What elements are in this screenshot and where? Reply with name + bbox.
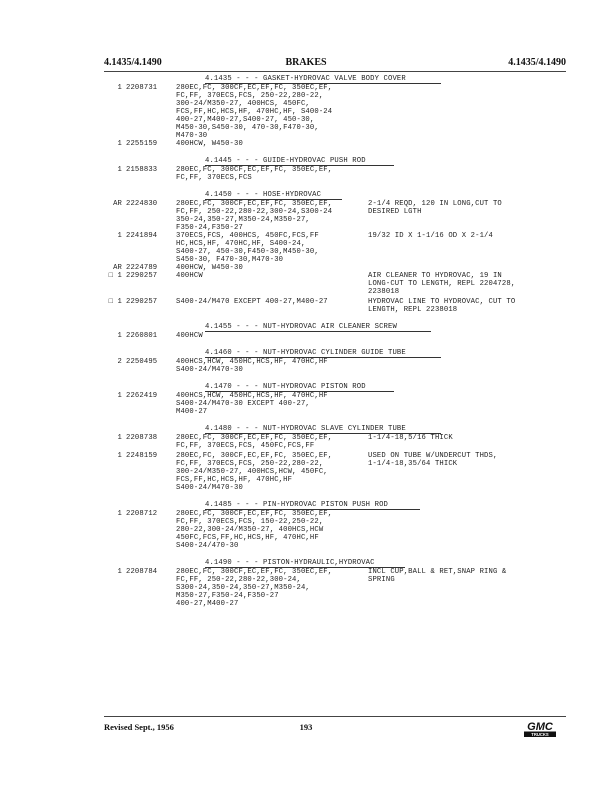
- logo-text: GMC: [527, 721, 553, 733]
- model-list: M400-27: [176, 408, 208, 416]
- section-title: 4.1435 - - - GASKET-HYDROVAC VALVE BODY COVER: [205, 75, 406, 83]
- model-list: S400-24/470-30: [176, 542, 239, 550]
- quantity: 1: [117, 232, 122, 240]
- model-list: 280EC,FC, 300CF,EC,EF,FC, 350EC,EF,: [176, 510, 333, 518]
- part-number: 2158833: [126, 166, 158, 174]
- model-list: 400-27,M400-27: [176, 600, 239, 608]
- part-number: 2250495: [126, 358, 158, 366]
- part-description: 19/32 ID X 1-1/16 OD X 2-1/4: [368, 232, 493, 240]
- section-title: 4.1480 - - - NUT-HYDROVAC SLAVE CYLINDER TUBE: [205, 425, 406, 433]
- model-list: M470-30: [176, 132, 208, 140]
- part-number: 2224789: [126, 264, 158, 272]
- model-list: 450FC,FCS,FF,HC,HCS,HF, 470HC,HF: [176, 534, 319, 542]
- model-list: S400-27, 450-30,F450-30,M450-30,: [176, 248, 319, 256]
- part-number: 2208712: [126, 510, 158, 518]
- model-list: 400-27,M400-27,S400-27, 450-30,: [176, 116, 315, 124]
- model-list: S400-24/M470-30: [176, 366, 243, 374]
- quantity: 2: [117, 358, 122, 366]
- model-list: S400-24/M470-30: [176, 484, 243, 492]
- section-title: 4.1455 - - - NUT-HYDROVAC AIR CLEANER SCREW: [205, 323, 397, 331]
- part-number: 2290257: [126, 272, 158, 280]
- part-description: INCL CUP,BALL & RET,SNAP RING &: [368, 568, 507, 576]
- model-list: FC,FF, 250-22,280-22,300-24,: [176, 576, 301, 584]
- part-number: 2224830: [126, 200, 158, 208]
- quantity: 1: [117, 510, 122, 518]
- part-number: 2255159: [126, 140, 158, 148]
- section-title: 4.1490 - - - PISTON-HYDRAULIC,HYDROVAC: [205, 559, 375, 567]
- part-description: 2-1/4 REQD, 120 IN LONG,CUT TO: [368, 200, 502, 208]
- model-list: 280EC,FC, 300CF,EC,EF,FC, 350EC,EF,: [176, 568, 333, 576]
- part-number: 2260801: [126, 332, 158, 340]
- part-description: 2238018: [368, 288, 400, 296]
- model-list: 400HCW, W450-30: [176, 140, 243, 148]
- model-list: 370ECS,FCS, 400HCS, 450FC,FCS,FF: [176, 232, 319, 240]
- model-list: FC,FF, 370ECS,FCS, 450FC,FCS,FF: [176, 442, 315, 450]
- revised-date: Revised Sept., 1956: [104, 722, 174, 732]
- part-number: 2208738: [126, 434, 158, 442]
- model-list: S300-24,350-24,350-27,M350-24,: [176, 584, 310, 592]
- model-list: S400-24/M470 EXCEPT 400-27,M400-27: [176, 298, 328, 306]
- model-list: 280EC,FC, 300CF,EC,EF,FC, 350EC,EF,: [176, 452, 333, 460]
- part-description: LENGTH, REPL 2238018: [368, 306, 458, 314]
- model-list: 280EC,FC, 300CF,EC,EF,FC, 350EC,EF,: [176, 166, 333, 174]
- model-list: F350-24,F350-27: [176, 224, 243, 232]
- model-list: 300-24/M350-27, 400HCS, 450FC,: [176, 100, 310, 108]
- section-title: 4.1470 - - - NUT-HYDROVAC PISTON ROD: [205, 383, 366, 391]
- model-list: 350-24,350-27,M350-24,M350-27,: [176, 216, 310, 224]
- gmc-trucks-logo: [522, 719, 558, 739]
- model-list: 280EC,FC, 300CF,EC,EF,FC, 350EC,EF,: [176, 84, 333, 92]
- model-list: 280-22,300-24/M350-27, 400HCS,HCW: [176, 526, 324, 534]
- part-description: 1-1/4-18,5/16 THICK: [368, 434, 453, 442]
- part-description: USED ON TUBE W/UNDERCUT THDS,: [368, 452, 498, 460]
- footer-rule: [104, 716, 566, 717]
- quantity: 1: [117, 452, 122, 460]
- section-title: 4.1485 - - - PIN-HYDROVAC PISTON PUSH ROD: [205, 501, 388, 509]
- page-header-title: BRAKES: [285, 57, 327, 68]
- quantity: AR: [113, 200, 122, 208]
- page-number: 193: [299, 722, 313, 732]
- model-list: 400HCW: [176, 272, 203, 280]
- model-list: 300-24/M350-27, 400HCS,HCW, 450FC,: [176, 468, 328, 476]
- model-list: FC,FF, 370ECS,FCS, 250-22,280-22,: [176, 92, 324, 100]
- quantity: □ 1: [108, 272, 122, 280]
- part-description: 1-1/4-18,35/64 THICK: [368, 460, 458, 468]
- logo-subtext: TRUCKS: [531, 732, 549, 737]
- part-number: 2241894: [126, 232, 158, 240]
- quantity: AR: [113, 264, 122, 272]
- part-number: 2248159: [126, 452, 158, 460]
- model-list: FC,FF, 250-22,280-22,300-24,S300-24: [176, 208, 333, 216]
- model-list: FCS,FF,HC,HCS,HF, 470HC,HF: [176, 476, 293, 484]
- part-number: 2290257: [126, 298, 158, 306]
- quantity: 1: [117, 166, 122, 174]
- model-list: FC,FF, 370ECS,FCS, 250-22,280-22,: [176, 460, 324, 468]
- model-list: 400HCW: [176, 332, 203, 340]
- model-list: M350-27,F350-24,F350-27: [176, 592, 279, 600]
- quantity: 1: [117, 140, 122, 148]
- part-description: SPRING: [368, 576, 395, 584]
- quantity: 1: [117, 434, 122, 442]
- model-list: S400-24/M470-30 EXCEPT 400-27,: [176, 400, 310, 408]
- model-list: FCS,FF,HC,HCS,HF, 470HC,HF, S400-24: [176, 108, 333, 116]
- page-header-right: 4.1435/4.1490: [508, 57, 566, 68]
- quantity: 1: [117, 392, 122, 400]
- section-title: 4.1460 - - - NUT-HYDROVAC CYLINDER GUIDE TUBE: [205, 349, 406, 357]
- model-list: S450-30, F470-30,M470-30: [176, 256, 284, 264]
- model-list: 280EC,FC, 300CF,EC,EF,FC, 350EC,EF,: [176, 200, 333, 208]
- model-list: 280EC,FC, 300CF,EC,EF,FC, 350EC,EF,: [176, 434, 333, 442]
- header-rule: [104, 71, 566, 72]
- section-title: 4.1445 - - - GUIDE-HYDROVAC PUSH ROD: [205, 157, 366, 165]
- part-number: 2208731: [126, 84, 158, 92]
- part-description: LONG-CUT TO LENGTH, REPL 2204728,: [368, 280, 516, 288]
- section-title: 4.1450 - - - HOSE-HYDROVAC: [205, 191, 322, 199]
- model-list: HC,HCS,HF, 470HC,HF, S400-24,: [176, 240, 306, 248]
- part-description: AIR CLEANER TO HYDROVAC, 19 IN: [368, 272, 502, 280]
- part-description: HYDROVAC LINE TO HYDROVAC, CUT TO: [368, 298, 516, 306]
- model-list: 400HCS,HCW, 450HC,HCS,HF, 470HC,HF: [176, 358, 328, 366]
- model-list: 400HCS,HCW, 450HC,HCS,HF, 470HC,HF: [176, 392, 328, 400]
- quantity: □ 1: [108, 298, 122, 306]
- quantity: 1: [117, 332, 122, 340]
- quantity: 1: [117, 568, 122, 576]
- model-list: M450-30,S450-30, 470-30,F470-30,: [176, 124, 319, 132]
- section-title-underline: [205, 331, 431, 332]
- model-list: FC,FF, 370ECS,FCS, 150-22,250-22,: [176, 518, 324, 526]
- part-number: 2208784: [126, 568, 158, 576]
- part-description: DESIRED LGTH: [368, 208, 422, 216]
- page-header-left: 4.1435/4.1490: [104, 57, 162, 68]
- model-list: 400HCW, W450-30: [176, 264, 243, 272]
- part-number: 2262419: [126, 392, 158, 400]
- model-list: FC,FF, 370ECS,FCS: [176, 174, 252, 182]
- quantity: 1: [117, 84, 122, 92]
